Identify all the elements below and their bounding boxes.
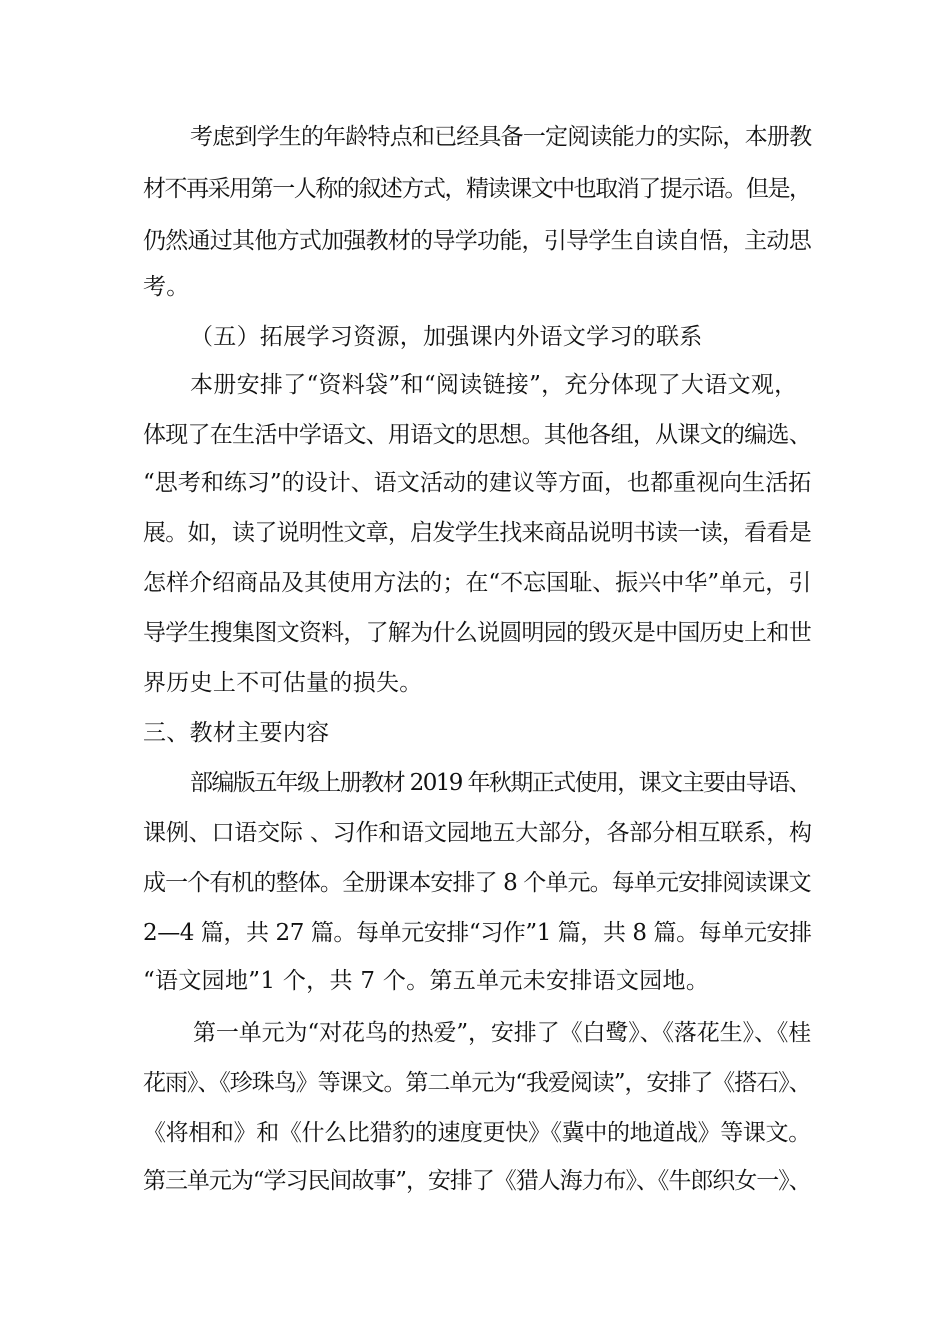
text-line: 仍然通过其他方式加强教材的导学功能，引导学生自读自悟，主动思 [143, 228, 811, 254]
text-line: 展。如，读了说明性文章，启发学生找来商品说明书读一读，看看是 [143, 520, 811, 546]
text-line: 2—4 篇，共 27 篇。每单元安排“习作”1 篇，共 8 篇。每单元安排 [143, 920, 812, 946]
text-line: 材不再采用第一人称的叙述方式，精读课文中也取消了提示语。但是， [143, 176, 811, 202]
section-heading: （五）拓展学习资源，加强课内外语文学习的联系 [190, 324, 703, 350]
text-line: 体现了在生活中学语文、用语文的思想。其他各组，从课文的编选、 [143, 422, 811, 448]
text-line: 成一个有机的整体。全册课本安排了 8 个单元。每单元安排阅读课文 [143, 870, 811, 896]
text-line: 第一单元为“对花鸟的热爱”，安排了《白鹭》、《落花生》、《桂 [193, 1020, 812, 1046]
text-line: 考。 [143, 274, 190, 300]
text-line: 考虑到学生的年龄特点和已经具备一定阅读能力的实际，本册教 [190, 124, 812, 150]
text-line: 界历史上不可估量的损失。 [143, 670, 423, 696]
text-line: 第三单元为“学习民间故事”，安排了《猎人海力布》、《牛郎织女一》、 [143, 1168, 811, 1194]
text-line: 怎样介绍商品及其使用方法的；在“不忘国耻、振兴中华”单元，引 [143, 570, 812, 596]
text-line: 课例、口语交际 、习作和语文园地五大部分，各部分相互联系，构 [143, 820, 812, 846]
text-line: “语文园地”1 个，共 7 个。第五单元未安排语文园地。 [143, 968, 710, 994]
text-line: “思考和练习”的设计、语文活动的建议等方面，也都重视向生活拓 [143, 470, 812, 496]
text-line: 本册安排了“资料袋”和“阅读链接”，充分体现了大语文观， [190, 372, 798, 398]
section-heading: 三、教材主要内容 [143, 720, 330, 746]
text-line: 部编版五年级上册教材 2019 年秋期正式使用，课文主要由导语、 [190, 770, 810, 796]
text-line: 导学生搜集图文资料，了解为什么说圆明园的毁灭是中国历史上和世 [143, 620, 811, 646]
text-line: 《将相和》和《什么比猎豹的速度更快》《冀中的地道战》等课文。 [143, 1120, 811, 1146]
text-line: 花雨》、《珍珠鸟》等课文。第二单元为“我爱阅读”，安排了《搭石》、 [143, 1070, 811, 1096]
